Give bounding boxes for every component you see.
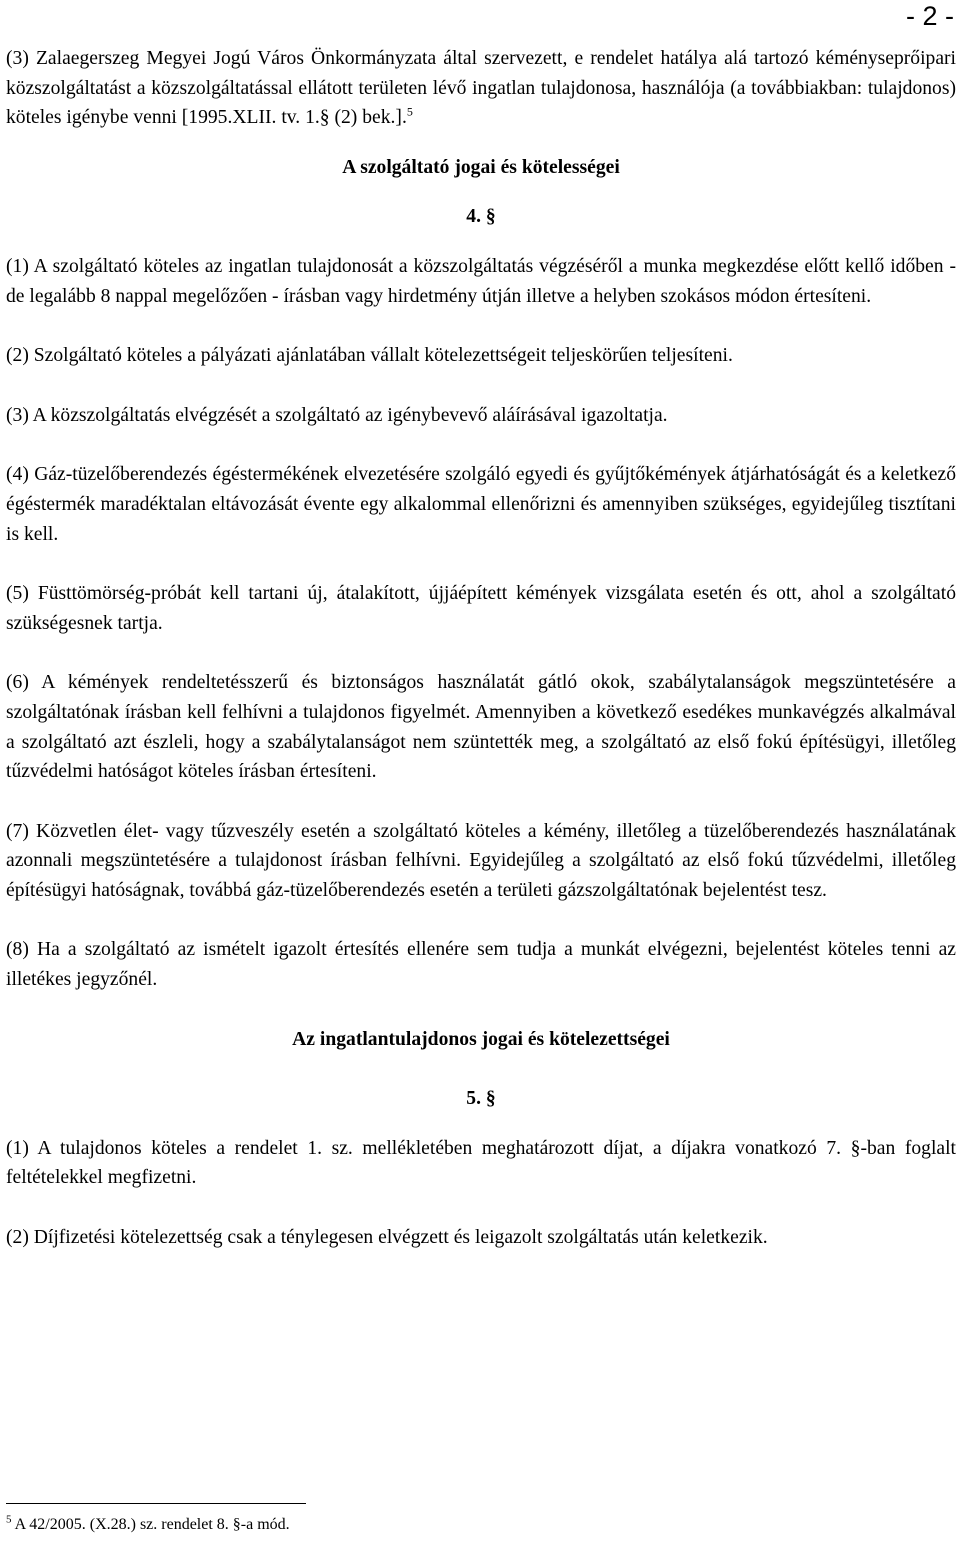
section-4-paragraph-2: (2) Szolgáltató köteles a pályázati ajánlatában vállalt kötelezettségeit teljeskörűen teljesíteni.	[6, 345, 733, 367]
section-5-paragraph-2: (2) Díjfizetési kötelezettség csak a ténylegesen elvégzett és leigazolt szolgáltatás után keletkezik.	[6, 1227, 768, 1249]
footnote-marker: 5	[6, 1513, 12, 1526]
section-4-paragraph-6: (6) A kémények rendeltetésszerű és biztonságos használatát gátló okok, szabálytalanságok megszüntetésére a szolgáltatónak írásban kell felhívni a tulajdonos figyelmét. Amennyiben a következő esedékes munkavégzés alkalmával a szolgáltató azt észleli, hogy a szabálytalanságot nem szüntették meg, a szolgáltató az első fokú építésügyi, illetőleg tűzvédelmi hatóságot köteles írásban értesíteni.	[6, 672, 956, 783]
page-number: - 2 -	[905, 1, 954, 31]
document-body	[6, 44, 956, 1253]
footnote-text: A 42/2005. (X.28.) sz. rendelet 8. §-a mód.	[11, 1516, 290, 1533]
section-4-paragraph-8: (8) Ha a szolgáltató az ismételt igazolt értesítés ellenére sem tudja a munkát elvégezni, bejelentést köteles tenni az illetékes jegyzőnél.	[6, 939, 956, 991]
section-4-paragraph-5: (5) Füsttömörség-próbát kell tartani új, átalakított, újjáépített kémények vizsgálata esetén és ott, ahol a szolgáltató szükségesnek tartja.	[6, 583, 956, 634]
section-5-heading: Az ingatlantulajdonos jogai és kötelezettségei	[292, 1028, 670, 1050]
section-4-paragraph-4: (4) Gáz-tüzelőberendezés égéstermékének elvezetésére szolgáló egyedi és gyűjtőkémények átjárhatóságát és a keletkező égéstermék maradéktalan eltávozását évente egy alkalommal ellenőrizni és amennyiben szükséges, egyidejűleg tisztítani is kell.	[6, 464, 956, 545]
section-5-number: 5. §	[466, 1088, 496, 1110]
paragraph-3-text: (3) Zalaegerszeg Megyei Jogú Város Önkormányzata által szervezett, e rendelet hatálya alá tartozó kéményseprőipari közszolgáltatást a közszolgáltatással ellátott területen lévő ingatlan tulajdonosa, használója (a továbbiakban: tulajdonos) köteles igénybe venni [1995.XLII. tv. 1.§ (2) bek.].	[6, 48, 956, 129]
paragraph-3	[6, 44, 956, 133]
footnote-separator	[6, 1503, 306, 1504]
section-4-paragraph-7: (7) Közvetlen élet- vagy tűzveszély esetén a szolgáltató köteles a kémény, illetőleg a tüzelőberendezés használatának azonnali megszüntetésére a tulajdonost írásban felhívni. Egyidejűleg a szolgáltató az első fokú tűzvédelmi, illetőleg építésügyi hatóságnak, továbbá gáz-tüzelőberendezés esetén a területi gázszolgáltatónak bejelentést tesz.	[6, 820, 956, 901]
section-4-paragraph-1: (1) A szolgáltató köteles az ingatlan tulajdonosát a közszolgáltatás végzéséről a munka megkezdése előtt kellő időben - de legalább 8 nappal megelőzően - írásban vagy hirdetmény útján illetve a helyben szokásos módon értesíteni.	[6, 255, 956, 307]
section-4-paragraph-3: (3) A közszolgáltatás elvégzését a szolgáltató az igénybevevő aláírásával igazoltatja.	[6, 404, 668, 426]
section-4-heading: A szolgáltató jogai és kötelességei	[342, 156, 620, 178]
section-5-paragraph-1: (1) A tulajdonos köteles a rendelet 1. sz. mellékletében meghatározott díjat, a díjakra vonatkozó 7. §-ban foglalt feltételekkel megfizetni.	[6, 1137, 956, 1189]
footnote	[6, 1514, 290, 1536]
footnote-ref[interactable]: 5	[406, 104, 413, 119]
section-4-number: 4. §	[466, 206, 496, 228]
